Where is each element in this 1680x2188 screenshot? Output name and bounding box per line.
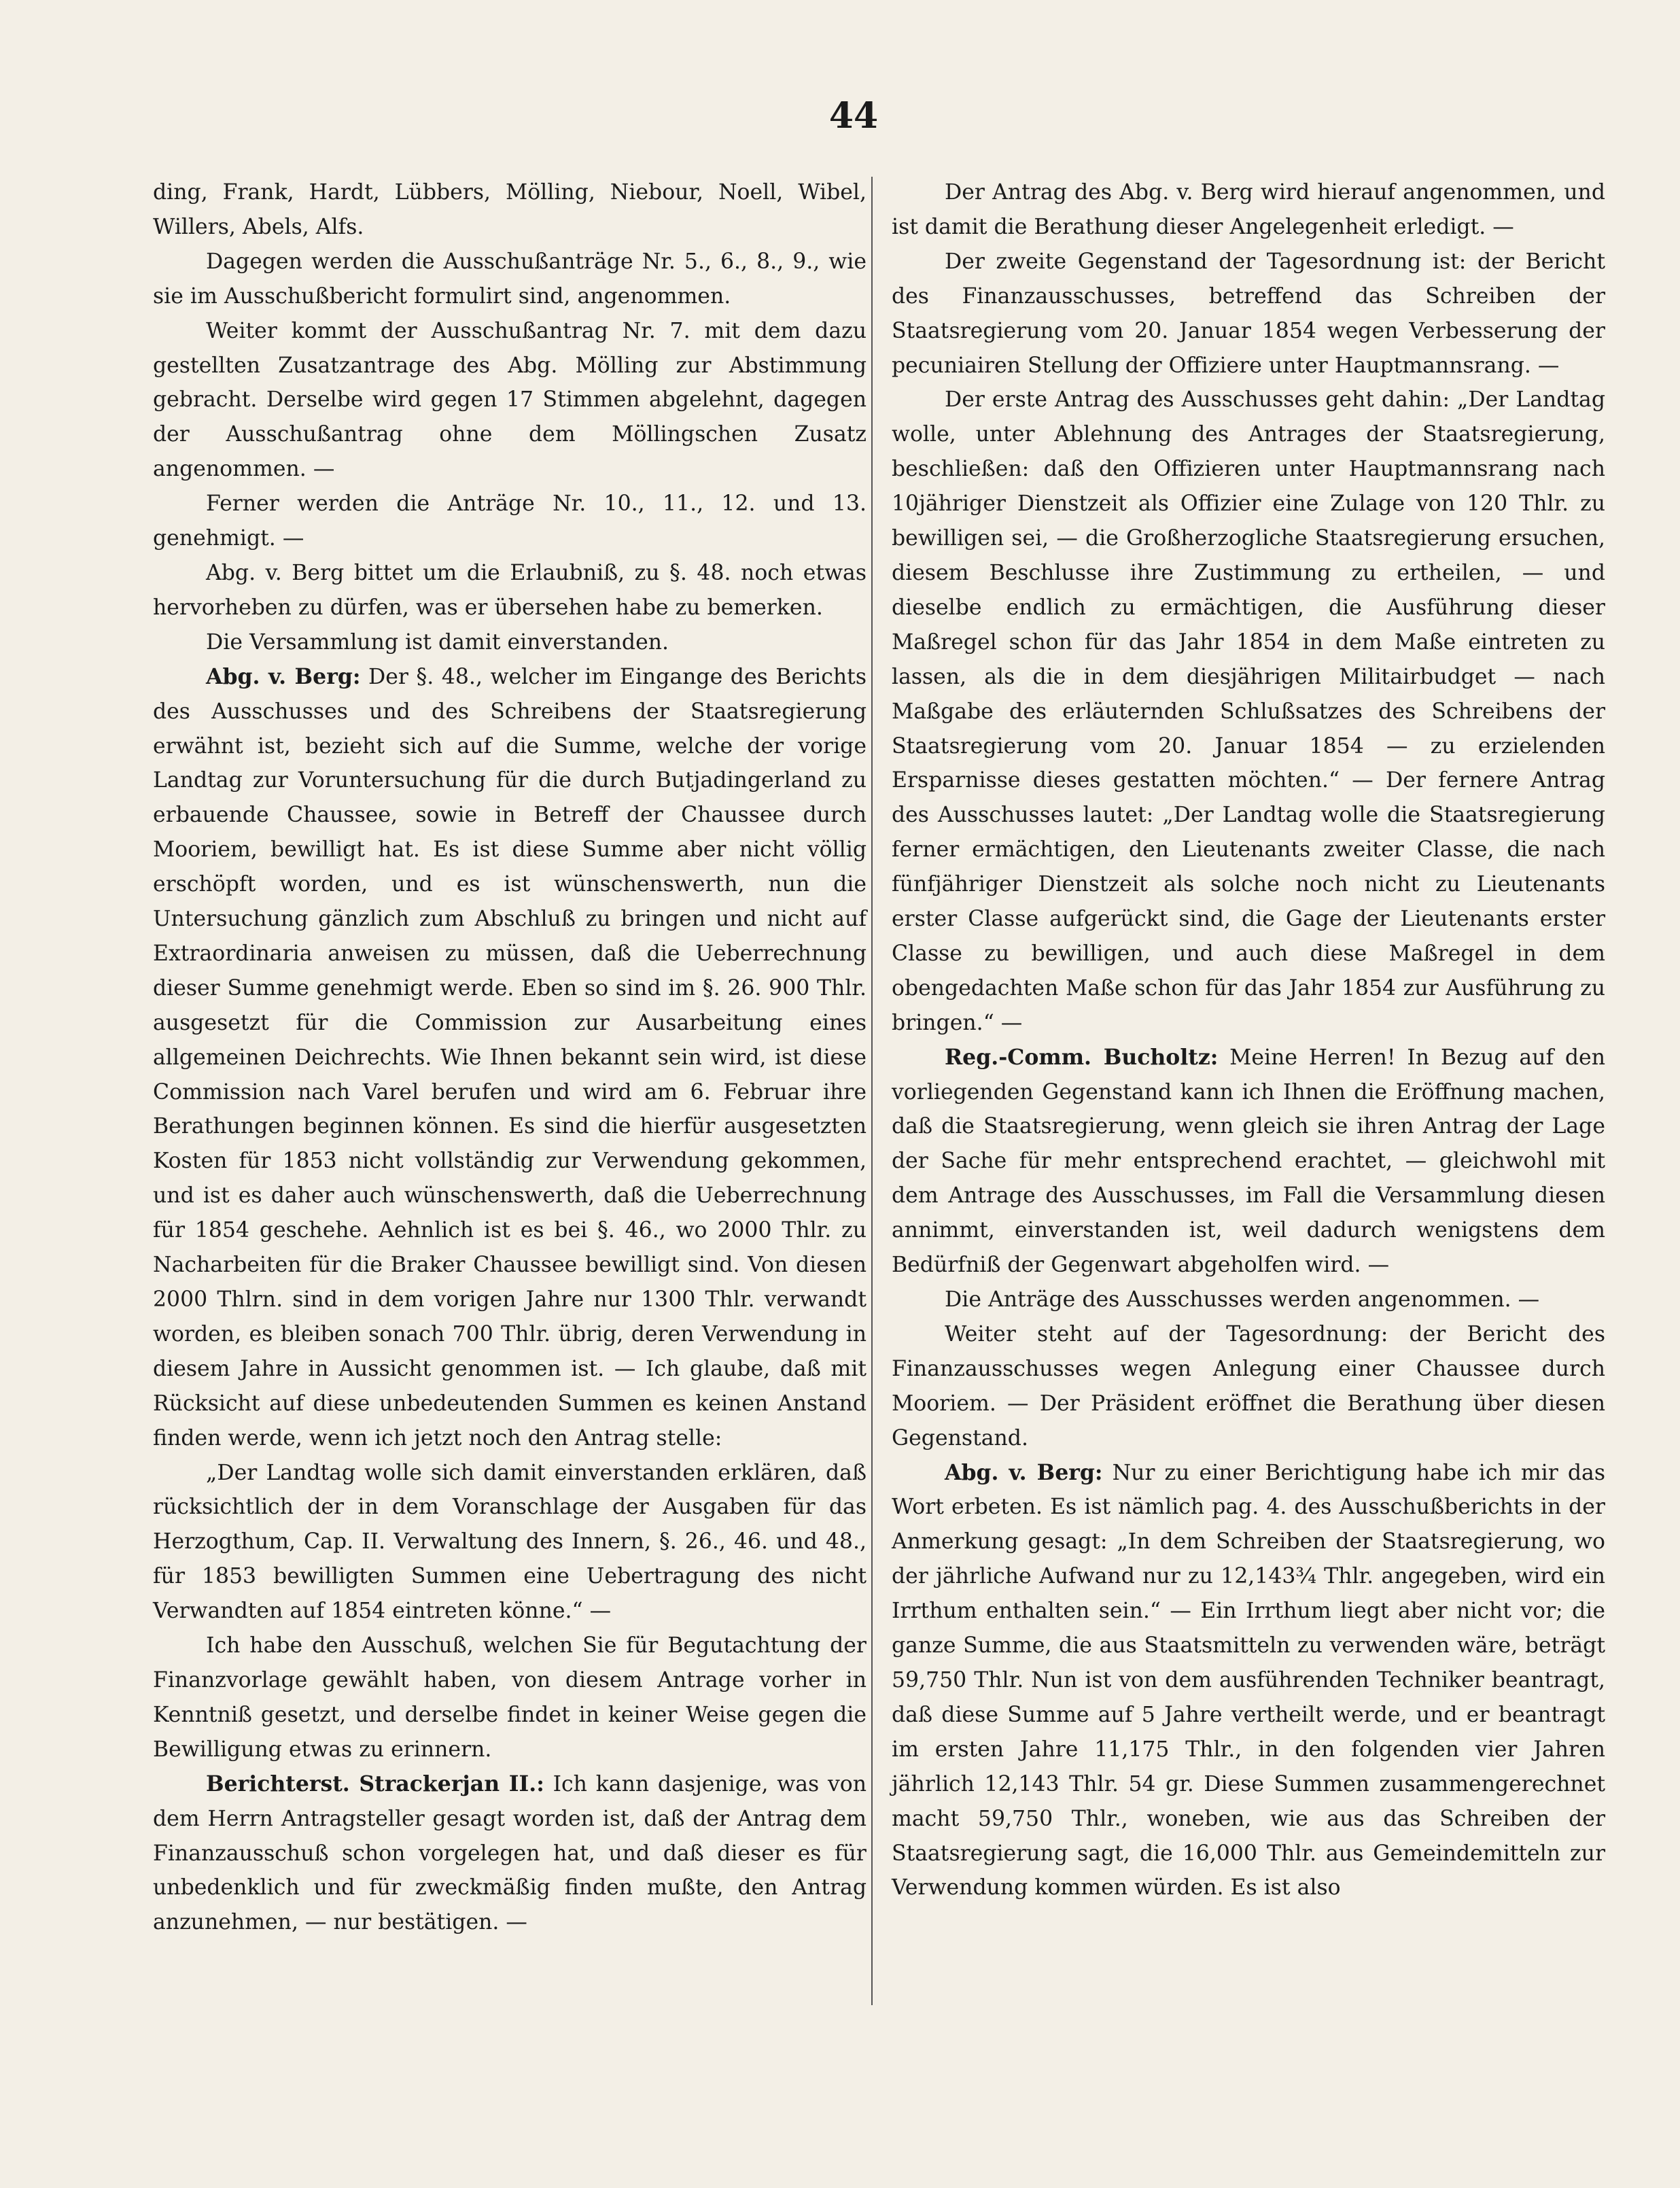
- paragraph: ding, Frank, Hardt, Lübbers, Mölling, Niebour, Noell, Wibel, Willers, Abels, Alfs.: [153, 180, 867, 239]
- right-column: [892, 175, 1605, 1905]
- paragraph: Weiter kommt der Ausschußantrag Nr. 7. mit dem dazu gestellten Zusatzantrage des Abg. Mölling zur Abstimmung gebracht. Derselbe wird gegen 17 Stimmen abgelehnt, dagegen der Ausschußantrag ohne dem Möllingschen Zusatz angenommen. —: [153, 318, 867, 482]
- page-number: 44: [828, 95, 879, 137]
- speech-text: Der §. 48., welcher im Eingange des Berichts des Ausschusses und des Schreibens der Staatsregierung erwähnt ist, bezieht sich auf die Summe, welche der vorige Landtag zur Voruntersuchung für die durch Butjadingerland zu erbauende Chaussee, sowie in Betreff der Chaussee durch Mooriem, bewilligt hat. Es ist diese Summe aber nicht völlig erschöpft worden, und es ist wünschenswerth, nun die Untersuchung gänzlich zum Abschluß zu bringen und nicht auf Extraordinaria anweisen zu müssen, daß die Ueberrechnung dieser Summe genehmigt werde. Eben so sind im §. 26. 900 Thlr. ausgesetzt für die Commission zur Ausarbeitung eines allgemeinen Deichrechts. Wie Ihnen bekannt sein wird, ist diese Commission nach Varel berufen und wird am 6. Februar ihre Berathungen beginnen können. Es sind die hierfür ausgesetzten Kosten für 1853 nicht vollständig zur Verwendung gekommen, und ist es daher auch wünschenswerth, daß die Ueberrechnung für 1854 geschehe. Aehnlich ist es bei §. 46., wo 2000 Thlr. zu Nacharbeiten für die Braker Chaussee bewilligt sind. Von diesen 2000 Thlrn. sind in dem vorigen Jahre nur 1300 Thlr. verwandt worden, es bleiben sonach 700 Thlr. übrig, deren Verwendung in diesem Jahre in Aussicht genommen ist. — Ich glaube, daß mit Rücksicht auf diese unbedeutenden Summen es keinen Anstand finden werde, wenn ich jetzt noch den Antrag stelle:: [153, 664, 867, 1451]
- speaker-name: Abg. v. Berg:: [945, 1459, 1103, 1485]
- paragraph: Dagegen werden die Ausschußanträge Nr. 5., 6., 8., 9., wie sie im Ausschußbericht formulirt sind, angenommen.: [153, 249, 867, 309]
- paragraph: Der zweite Gegenstand der Tagesordnung ist: der Bericht des Finanzausschusses, betreffend das Schreiben der Staatsregierung vom 20. Januar 1854 wegen Verbesserung der pecuniairen Stellung der Offiziere unter Hauptmannsrang. —: [892, 249, 1605, 378]
- paragraph: Ich habe den Ausschuß, welchen Sie für Begutachtung der Finanzvorlage gewählt haben, von diesem Antrage vorher in Kenntniß gesetzt, und derselbe findet in keiner Weise gegen die Bewilligung etwas zu erinnern.: [153, 1633, 867, 1762]
- speech-paragraph: [153, 1767, 867, 1941]
- speaker-name: Reg.-Comm. Bucholtz:: [945, 1044, 1219, 1070]
- speech-text: Nur zu einer Berichtigung habe ich mir das Wort erbeten. Es ist nämlich pag. 4. des Ausschußberichts in der Anmerkung gesagt: „In dem Schreiben der Staatsregierung, wo der jährliche Aufwand nur zu 12,143¾ Thlr. angegeben, wird ein Irrthum enthalten sein.“ — Ein Irrthum liegt aber nicht vor; die ganze Summe, die aus Staatsmitteln zu verwenden wäre, beträgt 59,750 Thlr. Nun ist von dem ausführenden Techniker beantragt, daß diese Summe auf 5 Jahre vertheilt werde, und er beantragt im ersten Jahre 11,175 Thlr., in den folgenden vier Jahren jährlich 12,143 Thlr. 54 gr. Diese Summen zusammengerechnet macht 59,750 Thlr., woneben, wie aus das Schreiben der Staatsregierung sagt, die 16,000 Thlr. aus Gemeindemitteln zur Verwendung kommen würden. Es ist also: [892, 1460, 1605, 1900]
- paragraph: Ferner werden die Anträge Nr. 10., 11., 12. und 13. genehmigt. —: [153, 491, 867, 551]
- left-column: [153, 175, 867, 1940]
- speech-paragraph: [892, 1041, 1605, 1283]
- speaker-name: Berichterst. Strackerjan II.:: [206, 1771, 544, 1796]
- speech-text: Meine Herren! In Bezug auf den vorliegenden Gegenstand kann ich Ihnen die Eröffnung machen, daß die Staatsregierung, wenn gleich sie ihren Antrag der Lage der Sache für mehr entsprechend erachtet, — gleichwohl mit dem Antrage des Ausschusses, im Fall die Versammlung diesen annimmt, einverstanden ist, weil dadurch wenigstens dem Bedürfniß der Gegenwart abgeholfen wird. —: [892, 1045, 1605, 1278]
- paragraph: Die Versammlung ist damit einverstanden.: [206, 629, 669, 655]
- speech-text: Ich kann dasjenige, was von dem Herrn Antragsteller gesagt worden ist, daß der Antrag dem Finanzausschuß schon vorgelegen hat, und daß dieser es für unbedenklich und für zweckmäßig finden mußte, den Antrag anzunehmen, — nur bestätigen. —: [153, 1771, 867, 1935]
- column-divider: [871, 177, 873, 2005]
- speaker-name: Abg. v. Berg:: [206, 663, 361, 689]
- paragraph: Der erste Antrag des Ausschusses geht dahin: „Der Landtag wolle, unter Ablehnung des Antrages der Staatsregierung, beschließen: daß den Offizieren unter Hauptmannsrang nach 10jähriger Dienstzeit als Offizier eine Zulage von 120 Thlr. zu bewilligen sei, — die Großherzogliche Staatsregierung ersuchen, diesem Beschlusse ihre Zustimmung zu ertheilen, — und dieselbe endlich zu ermächtigen, die Ausführung dieser Maßregel schon für das Jahr 1854 in dem Maße eintreten zu lassen, als die in dem diesjährigen Militairbudget — nach Maßgabe des erläuternden Schlußsatzes des Schreibens der Staatsregierung vom 20. Januar 1854 — zu erzielenden Ersparnisse dieses gestatten möchten.“ — Der fernere Antrag des Ausschusses lautet: „Der Landtag wolle die Staatsregierung ferner ermächtigen, den Lieutenants zweiter Classe, die nach fünfjähriger Dienstzeit als solche noch nicht zu Lieutenants erster Classe aufgerückt sind, die Gage der Lieutenants erster Classe zu bewilligen, und auch diese Maßregel in dem obengedachten Maße schon für das Jahr 1854 zur Ausführung zu bringen.“ —: [892, 387, 1605, 1035]
- paragraph: Abg. v. Berg bittet um die Erlaubniß, zu §. 48. noch etwas hervorheben zu dürfen, was er übersehen habe zu bemerken.: [153, 560, 867, 620]
- paragraph: Der Antrag des Abg. v. Berg wird hierauf angenommen, und ist damit die Berathung dieser Angelegenheit erledigt. —: [892, 180, 1605, 239]
- speech-paragraph: [892, 1456, 1605, 1906]
- paragraph: Die Anträge des Ausschusses werden angenommen. —: [945, 1287, 1540, 1312]
- paragraph: Weiter steht auf der Tagesordnung: der Bericht des Finanzausschusses wegen Anlegung einer Chaussee durch Mooriem. — Der Präsident eröffnet die Berathung über diesen Gegenstand.: [892, 1321, 1605, 1451]
- speech-paragraph: [153, 660, 867, 1456]
- quoted-motion: „Der Landtag wolle sich damit einverstanden erklären, daß rücksichtlich der in dem Voranschlage der Ausgaben für das Herzogthum, Cap. II. Verwaltung des Innern, §. 26., 46. und 48., für 1853 bewilligten Summen eine Uebertragung des nicht Verwandten auf 1854 eintreten könne.“ —: [153, 1460, 867, 1624]
